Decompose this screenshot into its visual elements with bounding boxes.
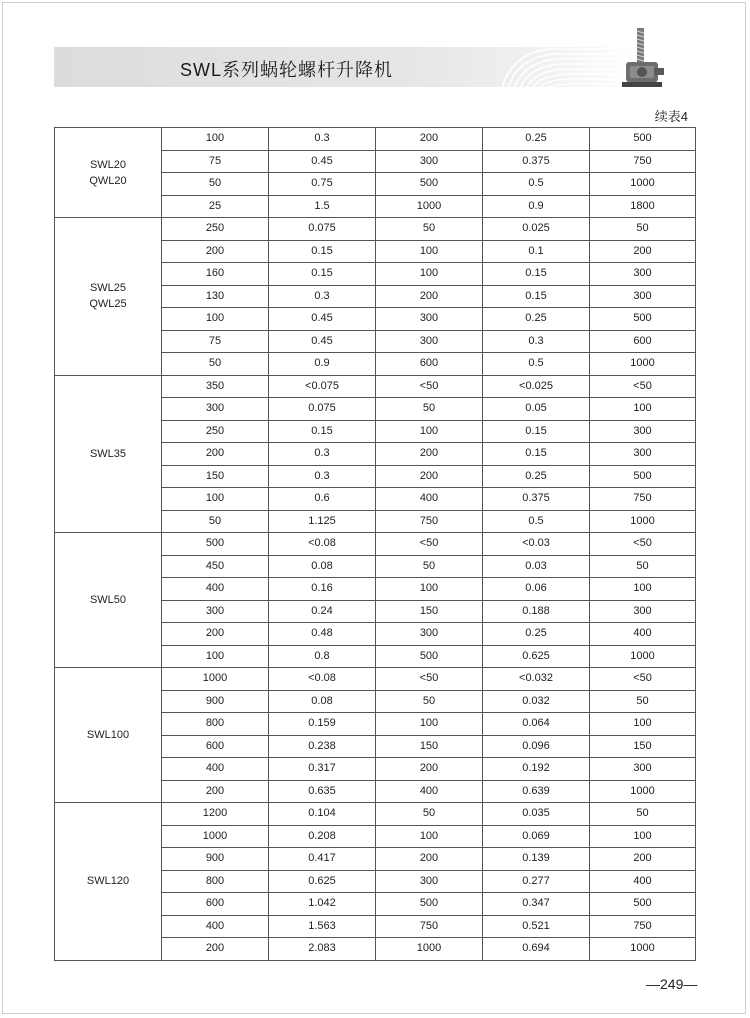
table-cell: 100 — [376, 578, 483, 601]
table-cell: 300 — [376, 623, 483, 646]
table-cell: 0.5 — [483, 353, 590, 376]
table-cell: 0.3 — [269, 128, 376, 151]
table-cell: 1000 — [590, 510, 696, 533]
table-cell: 50 — [376, 690, 483, 713]
table-cell: 0.3 — [269, 285, 376, 308]
table-cell: 750 — [376, 915, 483, 938]
table-cell: 200 — [162, 623, 269, 646]
table-cell: 600 — [162, 893, 269, 916]
table-cell: 50 — [590, 690, 696, 713]
table-cell: 1000 — [162, 825, 269, 848]
table-cell: 500 — [376, 645, 483, 668]
table-cell: <0.03 — [483, 533, 590, 556]
table-cell: 0.25 — [483, 623, 590, 646]
model-name: SWL100 — [86, 729, 130, 741]
table-cell: 1.5 — [269, 195, 376, 218]
model-name: QWL25 — [89, 298, 127, 311]
table-cell: 150 — [590, 735, 696, 758]
table-cell: 100 — [376, 420, 483, 443]
table-cell: 0.035 — [483, 803, 590, 826]
table-cell: 300 — [590, 758, 696, 781]
table-cell: 200 — [162, 938, 269, 961]
table-cell: 50 — [376, 218, 483, 241]
table-cell: <0.032 — [483, 668, 590, 691]
table-cell: 100 — [590, 578, 696, 601]
table-cell: 100 — [162, 645, 269, 668]
table-cell: 200 — [376, 848, 483, 871]
table-cell: 0.48 — [269, 623, 376, 646]
page-number: —249— — [646, 976, 698, 992]
table-cell: <50 — [376, 668, 483, 691]
model-cell — [55, 218, 162, 376]
table-cell: 0.06 — [483, 578, 590, 601]
model-cell — [55, 128, 162, 218]
table-cell: 0.238 — [269, 735, 376, 758]
table-cell: <0.075 — [269, 375, 376, 398]
table-cell: 100 — [162, 308, 269, 331]
model-name: SWL120 — [86, 875, 130, 888]
table-cell: 0.635 — [269, 780, 376, 803]
table-cell: 100 — [376, 263, 483, 286]
table-caption: 续表4 — [654, 109, 688, 124]
table-cell: 0.15 — [483, 420, 590, 443]
table-cell: 0.15 — [269, 240, 376, 263]
table-cell: 0.075 — [269, 218, 376, 241]
table-cell: 0.24 — [269, 600, 376, 623]
table-cell: 0.6 — [269, 488, 376, 511]
table-cell: 600 — [162, 735, 269, 758]
table-cell: 150 — [162, 465, 269, 488]
table-cell: 200 — [590, 240, 696, 263]
table-cell: 400 — [376, 780, 483, 803]
table-cell: 200 — [376, 285, 483, 308]
table-cell: 500 — [376, 893, 483, 916]
table-cell: 800 — [162, 713, 269, 736]
model-name: SWL25 — [89, 282, 127, 295]
table-cell: 1800 — [590, 195, 696, 218]
table-cell: 600 — [590, 330, 696, 353]
table-cell: 1000 — [376, 195, 483, 218]
table-cell: 500 — [376, 173, 483, 196]
specification-table — [54, 127, 696, 961]
table-cell: 50 — [376, 398, 483, 421]
table-cell: 0.096 — [483, 735, 590, 758]
model-name: QWL20 — [89, 174, 127, 187]
table-row — [55, 533, 696, 556]
table-cell: 0.25 — [483, 308, 590, 331]
table-cell: 200 — [376, 128, 483, 151]
table-cell: 750 — [376, 510, 483, 533]
table-cell: 250 — [162, 420, 269, 443]
table-cell: 0.45 — [269, 150, 376, 173]
table-cell: 1000 — [590, 938, 696, 961]
table-cell: 50 — [162, 510, 269, 533]
table-row — [55, 668, 696, 691]
table-cell: 300 — [376, 870, 483, 893]
table-cell: 0.25 — [483, 128, 590, 151]
table-cell: 100 — [162, 488, 269, 511]
table-cell: 0.417 — [269, 848, 376, 871]
table-cell: <0.08 — [269, 668, 376, 691]
screw-lift-icon — [618, 28, 668, 92]
table-cell: 0.075 — [269, 398, 376, 421]
table-cell: 1000 — [162, 668, 269, 691]
table-cell: 1000 — [590, 645, 696, 668]
table-cell: <50 — [590, 533, 696, 556]
table-cell: 0.08 — [269, 555, 376, 578]
table-cell: 2.083 — [269, 938, 376, 961]
table-cell: 0.104 — [269, 803, 376, 826]
table-cell: 0.521 — [483, 915, 590, 938]
table-cell: 600 — [376, 353, 483, 376]
table-cell: 100 — [590, 825, 696, 848]
table-cell: 200 — [376, 465, 483, 488]
model-cell — [55, 668, 162, 803]
table-cell: 50 — [162, 353, 269, 376]
model-cell — [55, 803, 162, 961]
model-name: SWL50 — [89, 594, 127, 606]
table-cell: 0.8 — [269, 645, 376, 668]
table-cell: 0.025 — [483, 218, 590, 241]
table-cell: 0.625 — [269, 870, 376, 893]
table-cell: 130 — [162, 285, 269, 308]
table-cell: 0.3 — [269, 443, 376, 466]
table-cell: 0.15 — [483, 263, 590, 286]
table-cell: 300 — [590, 443, 696, 466]
table-cell: 750 — [590, 150, 696, 173]
table-cell: 0.05 — [483, 398, 590, 421]
table-cell: 0.1 — [483, 240, 590, 263]
table-cell: 300 — [590, 285, 696, 308]
table-cell: 50 — [162, 173, 269, 196]
table-cell: 100 — [590, 398, 696, 421]
table-cell: 450 — [162, 555, 269, 578]
table-cell: 0.15 — [483, 443, 590, 466]
table-cell: 400 — [590, 870, 696, 893]
table-cell: 0.15 — [483, 285, 590, 308]
table-cell: 500 — [590, 893, 696, 916]
table-cell: 300 — [376, 308, 483, 331]
table-cell: 50 — [376, 803, 483, 826]
table-cell: 1.125 — [269, 510, 376, 533]
table-cell: <50 — [590, 375, 696, 398]
table-cell: 0.694 — [483, 938, 590, 961]
table-cell: 300 — [376, 150, 483, 173]
table-cell: 0.188 — [483, 600, 590, 623]
model-cell — [55, 375, 162, 533]
table-cell: 0.208 — [269, 825, 376, 848]
page-title: SWL系列蜗轮螺杆升降机 — [180, 60, 394, 80]
table-cell: 400 — [162, 758, 269, 781]
table-cell: 900 — [162, 848, 269, 871]
table-cell: 0.032 — [483, 690, 590, 713]
table-cell: 900 — [162, 690, 269, 713]
table-cell: 50 — [590, 803, 696, 826]
table-cell: 300 — [590, 600, 696, 623]
table-cell: 0.064 — [483, 713, 590, 736]
table-cell: 25 — [162, 195, 269, 218]
table-cell: 300 — [162, 398, 269, 421]
table-cell: 300 — [590, 420, 696, 443]
table-cell: 1000 — [590, 780, 696, 803]
table-cell: 0.15 — [269, 263, 376, 286]
table-cell: 200 — [376, 758, 483, 781]
table-cell: 150 — [376, 600, 483, 623]
table-cell: 100 — [376, 713, 483, 736]
table-cell: 0.16 — [269, 578, 376, 601]
table-cell: 300 — [590, 263, 696, 286]
table-cell: 0.75 — [269, 173, 376, 196]
table-cell: 400 — [376, 488, 483, 511]
table-cell: 250 — [162, 218, 269, 241]
table-cell: 400 — [162, 915, 269, 938]
table-cell: 750 — [590, 488, 696, 511]
table-cell: 500 — [590, 128, 696, 151]
table-cell: 1000 — [590, 173, 696, 196]
table-cell: 0.375 — [483, 488, 590, 511]
table-cell: 160 — [162, 263, 269, 286]
table-cell: 100 — [162, 128, 269, 151]
model-cell — [55, 533, 162, 668]
table-cell: 750 — [590, 915, 696, 938]
table-cell: 0.45 — [269, 330, 376, 353]
table-cell: 1000 — [376, 938, 483, 961]
table-cell: 1.042 — [269, 893, 376, 916]
table-cell: 0.192 — [483, 758, 590, 781]
table-cell: 50 — [376, 555, 483, 578]
table-cell: 0.159 — [269, 713, 376, 736]
table-cell: 100 — [376, 825, 483, 848]
table-cell: 50 — [590, 218, 696, 241]
header-stripes-decoration — [488, 45, 638, 89]
table-cell: 1000 — [590, 353, 696, 376]
table-cell: 0.347 — [483, 893, 590, 916]
table-cell: 0.5 — [483, 510, 590, 533]
table-cell: 200 — [162, 443, 269, 466]
table-cell: 0.639 — [483, 780, 590, 803]
table-cell: 0.08 — [269, 690, 376, 713]
table-row — [55, 218, 696, 241]
table-cell: <50 — [376, 533, 483, 556]
table-cell: 0.3 — [269, 465, 376, 488]
model-name: SWL20 — [89, 158, 127, 171]
table-cell: 75 — [162, 150, 269, 173]
table-cell: 150 — [376, 735, 483, 758]
table-cell: 400 — [590, 623, 696, 646]
table-cell: 500 — [590, 465, 696, 488]
table-cell: 400 — [162, 578, 269, 601]
table-cell: 200 — [590, 848, 696, 871]
table-cell: 800 — [162, 870, 269, 893]
table-cell: 0.15 — [269, 420, 376, 443]
table-cell: 300 — [162, 600, 269, 623]
table-cell: 100 — [590, 713, 696, 736]
table-cell: 0.03 — [483, 555, 590, 578]
table-cell: 0.45 — [269, 308, 376, 331]
table-cell: 0.069 — [483, 825, 590, 848]
table-cell: 300 — [376, 330, 483, 353]
table-cell: 200 — [162, 780, 269, 803]
table-row — [55, 128, 696, 151]
table-cell: 0.3 — [483, 330, 590, 353]
table-cell: 50 — [590, 555, 696, 578]
table-cell: 0.5 — [483, 173, 590, 196]
table-cell: 100 — [376, 240, 483, 263]
table-cell: 0.277 — [483, 870, 590, 893]
model-name: SWL35 — [89, 447, 127, 460]
table-cell: <50 — [590, 668, 696, 691]
table-cell: 1200 — [162, 803, 269, 826]
table-cell: <0.025 — [483, 375, 590, 398]
table-cell: 200 — [376, 443, 483, 466]
table-cell: 350 — [162, 375, 269, 398]
table-cell: 0.25 — [483, 465, 590, 488]
table-cell: 0.9 — [483, 195, 590, 218]
table-cell: 500 — [162, 533, 269, 556]
table-cell: <50 — [376, 375, 483, 398]
table-cell: <0.08 — [269, 533, 376, 556]
table-cell: 1.563 — [269, 915, 376, 938]
table-cell: 500 — [590, 308, 696, 331]
table-cell: 0.9 — [269, 353, 376, 376]
table-cell: 0.375 — [483, 150, 590, 173]
table-row — [55, 375, 696, 398]
table-row — [55, 803, 696, 826]
table-cell: 75 — [162, 330, 269, 353]
table-cell: 200 — [162, 240, 269, 263]
table-cell: 0.625 — [483, 645, 590, 668]
table-cell: 0.317 — [269, 758, 376, 781]
table-cell: 0.139 — [483, 848, 590, 871]
